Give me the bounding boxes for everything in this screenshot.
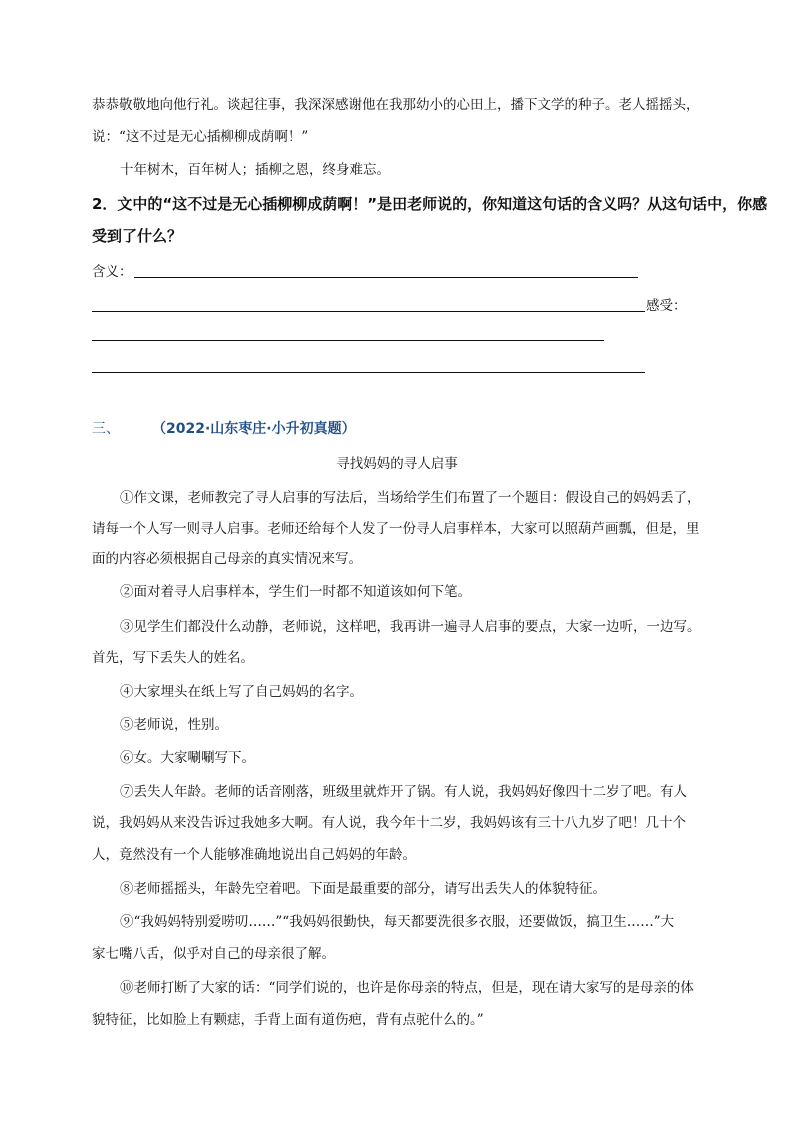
question-2-line-2: 受到了什么？ (92, 227, 183, 245)
feeling-label: 感受： (646, 298, 687, 314)
article-line: ⑤老师说，性别。 (120, 717, 228, 733)
article-line: ④大家埋头在纸上写了自己妈妈的名字。 (120, 684, 363, 700)
article-line: 面的内容必须根据自己母亲的真实情况来写。 (92, 551, 362, 567)
article-line: 请每一个人写一则寻人启事。老师还给每个人发了一份寻人启事样本，大家可以照葫芦画瓢，但是，里 (92, 521, 700, 537)
article-line: 说，我妈妈从来没告诉过我她多大啊。有人说，我今年十二岁，我妈妈该有三十八九岁了吧！几十个 (92, 815, 686, 831)
article-line: 貌特征，比如脸上有颗痣，手背上面有道伤疤，背有点驼什么的。” (92, 1012, 484, 1028)
article-line: ⑥女。大家唰唰写下。 (120, 750, 255, 766)
article-line: ①作文课，老师教完了寻人启事的写法后，当场给学生们布置了一个题目：假设自己的妈妈丢了， (120, 490, 701, 506)
meaning-answer-line-2[interactable] (92, 311, 645, 312)
article-line: ⑦丢失人年龄。老师的话音刚落，班级里就炸开了锅。有人说，我妈妈好像四十二岁了吧。有人 (120, 784, 687, 800)
section-3-number: 三、 (92, 421, 120, 437)
meaning-label: 含义： (92, 264, 133, 280)
question-2-line-1: 2．文中的“这不过是无心插柳柳成荫啊！”是田老师说的，你知道这句话的含义吗？从这句话中，你感 (92, 195, 768, 213)
article-line: ⑧老师摇摇头，年龄先空着吧。下面是最重要的部分，请写出丢失人的体貌特征。 (120, 881, 606, 897)
section-3-heading (92, 418, 356, 438)
article-line: ②面对着寻人启事样本，学生们一时都不知道该如何下笔。 (120, 584, 471, 600)
meaning-answer-line-1[interactable] (134, 277, 638, 278)
section-3-source: （2022·山东枣庄·小升初真题） (152, 421, 356, 437)
article-line: ⑩老师打断了大家的话：“同学们说的，也许是你母亲的特点，但是，现在请大家写的是母亲的体 (120, 980, 694, 996)
article-line: ⑨“我妈妈特别爱唠叨……”“我妈妈很勤快，每天都要洗很多衣服，还要做饭，搞卫生……”大 (120, 914, 675, 930)
passage-line-3: 十年树木，百年树人；插柳之恩，终身难忘。 (120, 162, 390, 178)
passage-line-2: 说：“这不过是无心插柳柳成荫啊！” (92, 129, 309, 145)
passage-line-1: 恭恭敬敬地向他行礼。谈起往事，我深深感谢他在我那幼小的心田上，播下文学的种子。老人摇摇头， (92, 97, 700, 113)
article-title: 寻找妈妈的寻人启事 (336, 456, 458, 472)
feeling-answer-line-1[interactable] (92, 340, 604, 341)
article-line: 首先，写下丢失人的姓名。 (92, 650, 254, 666)
article-line: 人，竟然没有一个人能够准确地说出自己妈妈的年龄。 (92, 847, 416, 863)
article-line: 家七嘴八舌，似乎对自己的母亲很了解。 (92, 946, 335, 962)
article-line: ③见学生们都没什么动静，老师说，这样吧，我再讲一遍寻人启事的要点，大家一边听，一边写。 (120, 619, 701, 635)
feeling-answer-line-2[interactable] (92, 372, 645, 373)
